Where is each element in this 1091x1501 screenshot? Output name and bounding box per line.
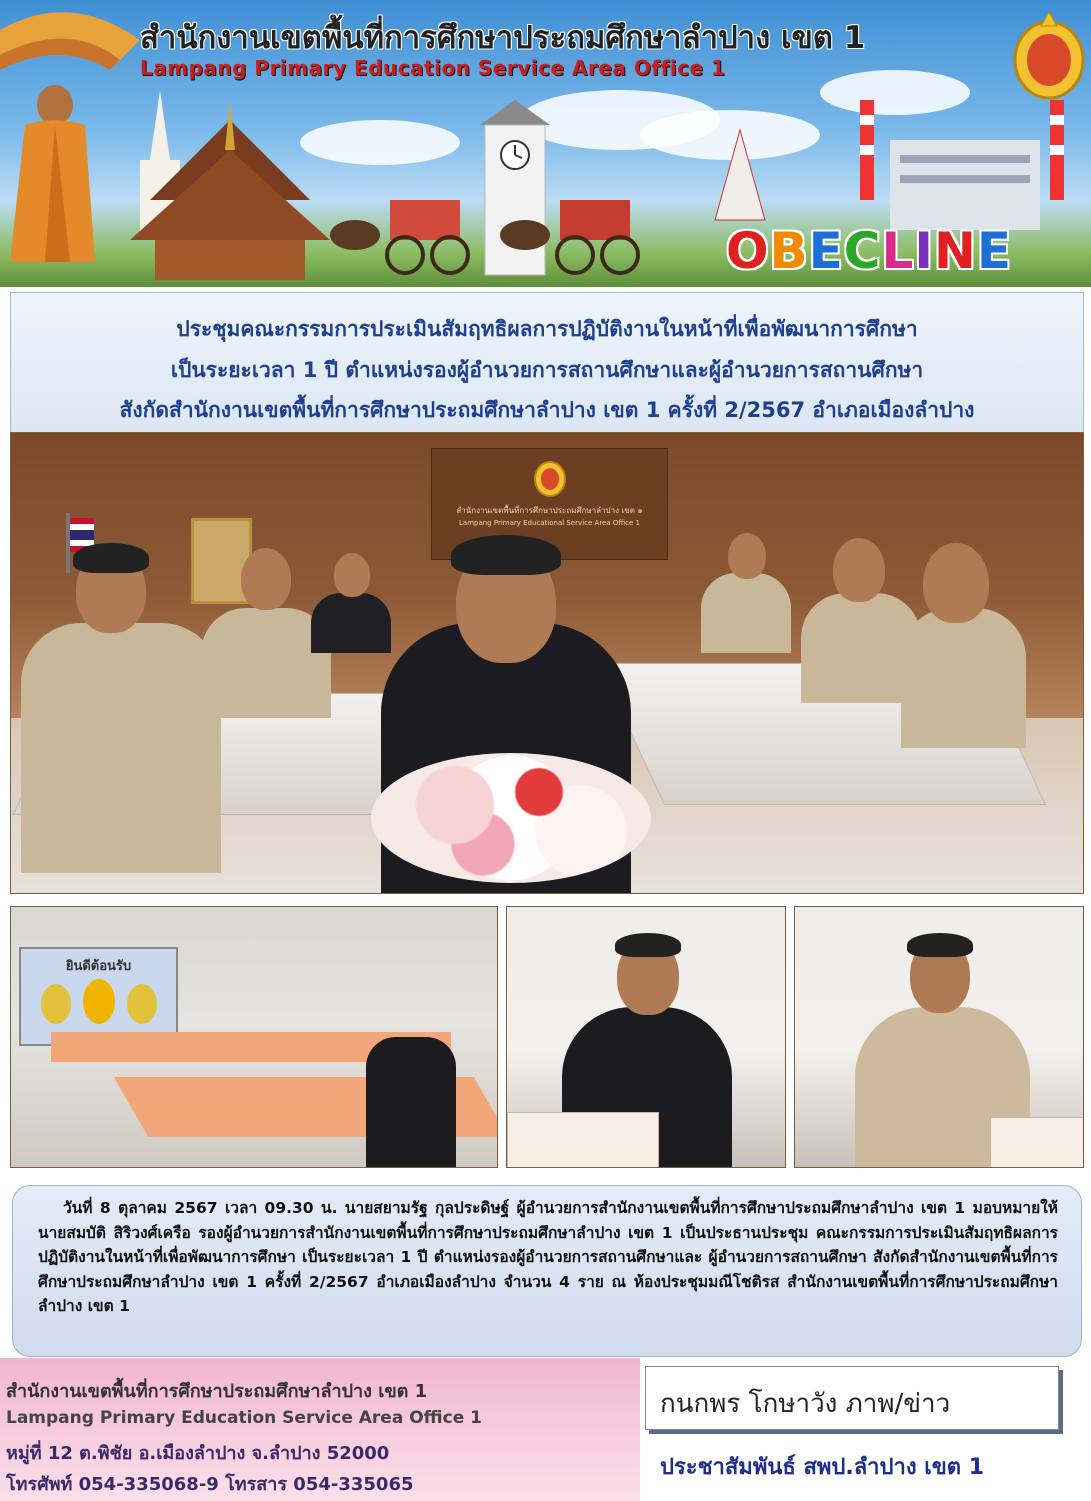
obecline-letter: N <box>933 222 977 280</box>
obecline-letter: B <box>769 222 809 280</box>
obecline-letter: I <box>914 222 934 280</box>
committee-member-photo <box>794 906 1084 1168</box>
obecline-logo <box>726 222 1012 280</box>
attendee-head <box>334 553 370 597</box>
sign-text-english: Lampang Primary Educational Service Area Office 1 <box>459 519 640 527</box>
attendee-hair <box>73 543 149 573</box>
attendee <box>21 623 221 873</box>
attendee <box>366 1037 456 1167</box>
attendee <box>311 593 391 653</box>
banner-title-thai: สำนักงานเขตพื้นที่การศึกษาประถมศึกษาลำปาง เขต 1 <box>140 20 866 56</box>
headline-line-1: ประชุมคณะกรรมการประเมินสัมฤทธิผลการปฏิบัติงานในหน้าที่เพื่อพัฒนาการศึกษา <box>176 317 918 341</box>
footer-contact-panel <box>0 1358 640 1501</box>
attendee <box>701 573 791 653</box>
attendee-head <box>923 543 989 623</box>
vice-director-photo <box>506 906 786 1168</box>
headline-box <box>10 292 1084 434</box>
obecline-letter: L <box>881 222 915 280</box>
attendee <box>901 608 1026 748</box>
attendee-head <box>833 538 885 602</box>
attendee-head <box>241 548 291 610</box>
vice-director-hair <box>615 933 681 957</box>
footer-address: หมู่ที่ 12 ต.พิชัย อ.เมืองลำปาง จ.ลำปาง 52000 <box>6 1443 390 1464</box>
sign-text-thai: สำนักงานเขตพื้นที่การศึกษาประถมศึกษาลำปาง เขต ๑ <box>456 506 643 515</box>
name-plate <box>990 1117 1084 1168</box>
screen-person <box>41 984 71 1024</box>
emblem-icon <box>532 457 568 497</box>
attendee-head <box>728 533 766 579</box>
chairman-hair <box>451 535 561 575</box>
headline-line-2: เป็นระยะเวลา 1 ปี ตำแหน่งรองผู้อำนวยการสถานศึกษาและผู้อำนวยการสถานศึกษา <box>170 358 924 382</box>
screen-caption: ยินดีต้อนรับ <box>65 959 132 974</box>
horse-carriage-illustration <box>330 190 690 280</box>
footer-phone: โทรศัพท์ 054-335068-9 โทรสาร 054-335065 <box>6 1474 414 1495</box>
screen-person <box>83 979 115 1024</box>
flower-arrangement <box>371 753 651 883</box>
meeting-room-wide-photo <box>10 906 498 1168</box>
obecline-letter: E <box>808 222 844 280</box>
main-meeting-photo <box>10 432 1084 894</box>
name-plate <box>507 1112 659 1168</box>
screen-person <box>127 984 157 1024</box>
headline-line-3: สังกัดสำนักงานเขตพื้นที่การศึกษาประถมศึกษาลำปาง เขต 1 ครั้งที่ 2/2567 อำเภอเมืองลำปาง <box>119 398 975 422</box>
banner-title-english: Lampang Primary Education Service Area Office 1 <box>140 56 726 80</box>
power-plant-illustration <box>680 100 1091 230</box>
photo-news-credit: กนกพร โกษาวัง ภาพ/ข่าว <box>660 1389 951 1419</box>
obecline-letter: C <box>843 222 882 280</box>
footer-office-english: Lampang Primary Education Service Area Office 1 <box>6 1408 482 1428</box>
obecline-letter: E <box>976 222 1012 280</box>
temple-illustration <box>60 90 340 280</box>
header-banner <box>0 0 1091 287</box>
public-relations-label: ประชาสัมพันธ์ สพป.ลำปาง เขต 1 <box>660 1455 985 1480</box>
news-paragraph: วันที่ 8 ตุลาคม 2567 เวลา 09.30 น. นายสยามรัฐ กุลประดิษฐ์ ผู้อำนวยการสำนักงานเขตพื้นที่การศึกษาประถมศึกษาลำปาง เขต 1 มอบหมายให้ นายสมบัติ สิริวงศ์เครือ รองผู้อำนวยการสำนักงานเขตพื้นที่การศึกษาประถมศึกษาลำปาง เขต 1 เป็นประธานประชุม คณะกรรมการประเมินสัมฤทธิผลการปฏิบัติงานในหน้าที่เพื่อพัฒนาการศึกษา เป็นระยะเวลา 1 ปี ตำแหน่งรองผู้อำนวยการสถานศึกษาและ ผู้อำนวยการสถานศึกษา สังกัดสำนักงานเขตพื้นที่การศึกษาประถมศึกษาลำปาง เขต 1 ครั้งที่ 2/2567 อำเภอเมืองลำปาง จำนวน 4 ราย ณ ห้องประชุมมณีโชติรส สำนักงานเขตพื้นที่การศึกษาประถมศึกษาลำปาง เขต 1 <box>38 1199 1058 1315</box>
footer-office-thai: สำนักงานเขตพื้นที่การศึกษาประถมศึกษาลำปาง เขต 1 <box>6 1381 428 1402</box>
obec-seal-logo <box>1010 12 1088 100</box>
member-hair <box>907 933 973 957</box>
obecline-letter: O <box>726 222 770 280</box>
